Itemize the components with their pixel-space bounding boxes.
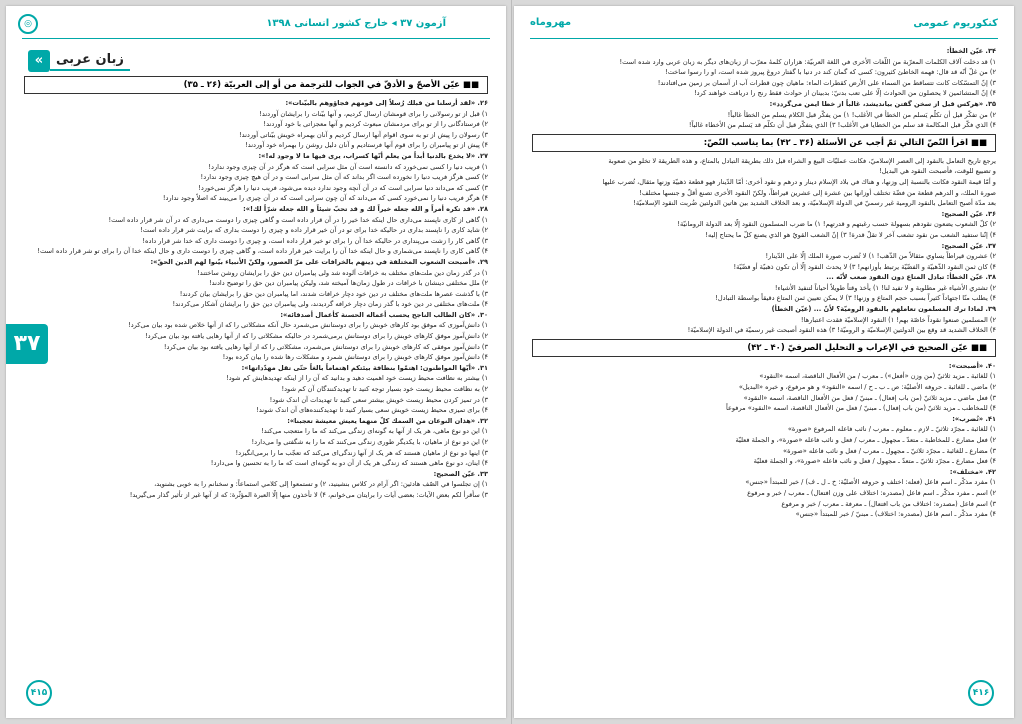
question-stem: ۲۶. «لقد أرسلنا من قبلك رُسلاً إلى قومهم فجاؤوهم بالبيّنات»:	[285, 99, 488, 107]
answer-option: ۲) المسلمين صنعوا نقوداً خاصّة بهم! ۱) النقود الإسلاميّة فقدت اعتبارها!	[800, 315, 996, 324]
passage-line: و تضييع للوقت، فأصبحت النقود هي البديل!	[879, 167, 996, 176]
answer-option: ۲) دانش‌آموز موفق کارهای خوبش را برای دوستانش برمی‌شمرد در حالیکه مشکلاتی را که از آنها رهایی یافته بود بیان می‌کرد!	[145, 332, 488, 341]
left-header-title: آزمون ۳۷ ◂ خارج کشور انسانی ۱۳۹۸	[266, 18, 446, 29]
answer-option: ۳) کسی که می‌داند دنیا سرابی است که در آن آنچه وجود ندارد دیده می‌شود، فریب دنیا را هرگز نمی‌خورد!	[198, 183, 488, 192]
answer-option: ۴) الذي فكّر قبل المكالمة قد سلم من الخطايا في الأغلب! ۳) الذي يتفكّر قبل أن تكلّم قد يَسلم من الأخطاء غالباً!	[688, 121, 996, 130]
answer-option: ۳) رسولان را پیش از تو به سوی اقوام آنها ارسال کردیم و آنان بهمراه خویش بیّناتی آوردند!	[238, 130, 488, 139]
question-stem: ۴۲. «مختلف»:	[949, 467, 996, 476]
question-list-bottom	[532, 209, 996, 336]
question-stem: ۳۹. لماذا ترك المسلمون تعاملهم بالنقود الروميّة؟ لأنّ ... (عيّن الخطأ)	[771, 305, 996, 314]
question-list-top	[532, 46, 996, 131]
answer-option: ۲) ماضي ـ للغائبة ـ حروفه الأصليّة: ص ـ ب ـ ح / اسمه «النقود» و هو مرفوع، و خبره «البديل»	[738, 383, 996, 392]
page-number: ۴۱۶	[968, 680, 994, 706]
chevron-icon: »	[28, 50, 50, 72]
question-stem: ۲۸. «قد تكره أمراً و الله جعله خيراً لك و قد تحبّ شيئاً و الله جعله شرّاً لك!»:	[243, 204, 488, 213]
answer-option: ۳) مضارع ـ للغائبة ـ مجرّد ثلاثيّ ـ مجهول ـ معرب / فعل و نائب فاعله «صورة»	[783, 446, 996, 455]
answer-option: ۴) كان ثمن النقود الذّهبيّة و الفضّيّة يرتبط بأوزانهم! ۳) لا يحدث النقود إلّا أن تكون ذهبيّة أو فضّيّة!	[733, 262, 996, 271]
answer-option: ۳) اینها دو نوع از ماهیان هستند که هر یک از آنها زندگی‌ای می‌کند که تعجّب ما را برمی‌انگیزد!	[235, 448, 488, 457]
answer-option: ۱) مفرد مذكّر ـ اسم فاعل (فعله: اختلف و حروفه الأصليّة: خ ـ ل ـ ف) / خبر للمبتدأ «جنس»	[745, 478, 996, 487]
answer-option: ۴) دانش‌آموز موفق کارهای خوبش را برای دوستانش شمرد و مشکلات رها شده را بیان کرده بود!	[222, 353, 488, 362]
answer-option: ۴) إنّ المتشائمين لا يحصلون من الحوادث إلّا على تعب بدنيّ: بدبینان از حوادث فقط رنج را دریافت خواهند کرد!	[693, 89, 996, 98]
answer-option: ۴) يطلب منّا اجتهاداً كثيراً بسبب حجم المتاع و وزنها! ۳) لا يمكن تعيين ثمن المتاع دقيقاً بواسطة التبادل!	[715, 294, 996, 303]
left-header	[22, 14, 490, 36]
answer-option: ۳) سأقرأ لكم بعض الآيات: بعضی آیات را برایتان می‌خوانم، ۴) لا تأخذون منها إلّا العبرة المؤثّرة: که از آنها غیر از تأثیر گذار می‌گیرید!	[129, 490, 488, 499]
question-stem: ۳۸. عيّن الخطأ: تبادل المتاع دون النقود صعب لأنّه ...	[826, 273, 996, 282]
grammar-question-list	[532, 361, 996, 520]
answer-option: ۱) فریب دنیا را کسی نمی‌خورد که دانسته است آن مثل سرابی است که هرگز در آن چیزی وجود ندارد!	[208, 162, 488, 171]
passage-line: صورة الملك، و الدرهم قطعة من فضّة تختلف أوزانها بين عشرة إلى عشرين قيراطاً، ولكنّ النقود الأخرى تصنع أقلّ و جنسها مختلف!	[639, 188, 996, 197]
question-stem: ۳۴. عيّن الخطأ:	[946, 47, 996, 55]
section-heading	[24, 50, 488, 72]
answer-option: ۴) مفرد مذكّر ـ اسم فاعل (مصدره: اختلاف) ـ مبنيّ / خبر للمبتدأ «جنس»	[795, 510, 996, 519]
question-stem: ۳۳. عيّن الصحيح:	[433, 469, 488, 478]
answer-option: ۴) الخلاف الشديد قد وقع بين الدولتين الإسلاميّة و الروميّة! ۳) هذه النقود أصبحت غير رسميّة في الدولة الإسلاميّة!	[687, 326, 996, 335]
answer-option: ۱) دانش‌آموزی که موفق بود کارهای خوبش را برای دوستانش می‌شمرد حال آنکه مشکلاتی را که از آنها خلاص شده بود بیان می‌کرد!	[128, 321, 488, 330]
passage-line: بعد مدّة أصبح التعامل بالنقود الرومية غير رسميّ في الدولة الإسلاميّة، و بعد الخلاف الشديد بين هاتين الدولتين ضُربت النقود الإسلاميّة!	[633, 199, 996, 208]
answer-option: ۱) این دو نوع ماهی، هر یک از آنها به گونه‌ای زندگی می‌کند که ما را متعجب می‌کند!	[261, 427, 488, 436]
question-stem: ۲۷. «لا يخدع بالدنيا أبداً من يعلم أنّها كسراب، يرى فيها ما لا وجود له!»:	[258, 151, 488, 160]
question-stem: ۳۰. «كان الطالب الناجح يحسب أعماله الحسنة كأعمال أصدقائه»:	[280, 310, 488, 319]
answer-option: ۲) كلّ الشعوب يضعون نقودهم بسهولة حسب رغبتهم و قدرتهم! ۱) ما ضرب المسلمون النقود إلّا بعد الدولة الرومانيّة!	[677, 220, 996, 229]
answer-option: ۲) شاید کاری را ناپسند بداری در حالیکه خدا برای تو در آن خیر قرار داده و چیزی را دوست بداری که برایت شر قرار داده است!	[140, 226, 488, 235]
answer-option: ۴) فعل مضارع ـ مجرّد ثلاثيّ ـ متعدّ ـ مجهول / فعل و نائب فاعله «صورة»، و الجملة فعليّة	[753, 457, 996, 466]
answer-option: ۲) من تفكّر قبل أن تكلّم يَسلم من الخطأ في الأغلب! ۱) من يفكّر قبل الكلام يسلم من الخطأ غالباً!	[727, 110, 996, 119]
answer-option: ۳) گاهی کار را زشت می‌پنداری در حالیکه خدا آن را برای تو خیر قرار داده است، و چیزی را دوست داری که خدا شر قرار داده!	[142, 236, 488, 245]
right-content	[532, 46, 996, 520]
grammar-instruction-box: ■■ عيّن الصحيح في الإعراب و التحليل الصرفيّ (۴۰ ـ ۴۲)	[532, 339, 996, 357]
spine	[511, 0, 512, 724]
answer-option: ۱) إن تجلسوا في الصّف هادئين: اگر آرام در کلاس بنشینید، ۲) و تستمعوا إلى كلامي استماعاً: و سخنانم را به خوبی بشنوید،	[154, 480, 488, 489]
answer-option: ۲) اسم ـ مفرد مذكّر ـ اسم فاعل (مصدره: اختلاف على وزن افتعال) ـ معرب / خبر و مرفوع	[747, 488, 996, 497]
answer-option: ۲) من غلّ أنّه قد قال: فهمه الخاطئ كثيرون: کسی که گمان کند در دنیا با گفتار دروغ پیروز شده است، او را رسوا ساخت!	[665, 68, 996, 77]
answer-option: ۲) ملل مختلفی دینشان با خرافات در طول زمان‌ها آمیخته شد، ولیکن پیامبران دین حق را توضیح دادند!	[209, 279, 488, 288]
answer-option: ۴) إنّنا ستفيد الشعب من نقود تشعب آخر لا تقلّ قدرة! ۳) إنّ الشعب القويّ هو الذي يصنع كلّ ما يحتاج إليه!	[705, 230, 996, 239]
answer-option: ۱) در گذر زمان دین ملت‌های مختلف به خرافات آلوده شد ولی پیامبران دین حق را برایشان روشن ساختند!	[197, 268, 488, 277]
answer-option: ۴) للمخاطب ـ مزيد ثلاثيّ (من باب إفعال) ـ مبنيّ / فعل من الأفعال الناقصة، اسمه «النقود» مرفوعاً	[725, 404, 996, 413]
question-stem: ۳۲. «هذان النوعان من السمك كلّ منهما يعيش معيشة تعجبنا»:	[287, 416, 488, 425]
answer-option: ۱) للغائبة ـ مزيد ثلاثيّ (من وزن «أفعل») ـ معرب / من الأفعال الناقصة، اسمه «النقود»	[759, 372, 996, 381]
question-stem: ۳۷. عيّن الصحيح:	[941, 241, 996, 250]
header-rule	[22, 38, 490, 39]
answer-option: ۲) این دو نوع از ماهیان، با یکدیگر طوری زندگی می‌کنند که ما را به شگفتی وا می‌دارد!	[251, 438, 488, 446]
passage-line: و أمّا قيمة النقود فكانت بالنسبة إلى وزنها، و هناك في بلاد الإسلام دينار و درهم و نقود أخرى: أمّا الدّينار فهو قطعة ذهبيّة وزنها مثقال، تُضرب عليها	[602, 177, 996, 186]
page-tab: ۳۷	[6, 324, 48, 364]
answer-option: ۱) للغائبة ـ مجرّد ثلاثيّ ـ لازم ـ معلوم ـ معرب / نائب فاعله المرفوع «صورة»	[787, 425, 996, 434]
right-header	[530, 14, 998, 36]
section-title: زبان عربی	[50, 52, 130, 71]
answer-option: ۴) اینان، دو نوع ماهی هستند که زندگی هر یک از آن دو به گونه‌ای است که ما را به تحسین وا می‌دارد!	[210, 459, 488, 468]
answer-option: ۴) هرگز فریب دنیا را نمی‌خورد کسی که می‌داند که آن چون سرابی است که در آن چیزی را می‌بیند که اصلاً وجود ندارد!	[162, 194, 488, 203]
question-stem: ۳۶. عيّن الصحيح:	[941, 209, 996, 218]
answer-option: ۲) فعل مضارع ـ للمخاطبة ـ متعدّ ـ مجهول ـ معرب / فعل و نائب فاعله «صورة»، و الجملة فعليّة	[735, 436, 996, 444]
answer-option: ۱) قبل از تو رسولانی را برای قومشان ارسال کردیم، و آنها بیّنات را برایشان آوردند!	[259, 109, 488, 118]
answer-option: ۳) فعل ماضي ـ مزيد ثلاثيّ (من باب إفعال) ـ مبنيّ / فعل من الأفعال الناقصة، اسمه «النقود»	[743, 393, 996, 402]
answer-option: ۱) بیشتر به نظافت محیط زیست خود اهمیت دهید و بدانید که آن را از اینکه تهدیدهایش کم شود!	[226, 374, 488, 383]
answer-option: ۴) پیش از تو پیامبران را برای قوم آنها فرستادیم و آنان دلیل روشن را بهمراه خود آوردند!	[245, 141, 488, 150]
brand-logo: مهروماه	[530, 17, 572, 28]
answer-option: ۲) کسی هرگز فریب دنیا را نخورده است اگر بداند که آن مثل سرابی است و در آن هیچ چیزی وجود ندارد!	[200, 173, 488, 182]
header-rule	[530, 38, 998, 39]
left-content	[24, 46, 488, 501]
question-stem: ۳۵. «هرکس قبل از سخن گفتن بیاندیشد، غالباً از خطا ایمن می‌گردد»:	[769, 99, 996, 108]
answer-option: ۱) گاهی از کاری ناپسند می‌داری حال اینکه خدا خیر را در آن قرار داده است و گاهی چیزی را دوست می‌داری که در آن شر قرار داده است!	[108, 215, 488, 224]
answer-option: ۲) تشتري الأشياء غير مطلوبة و لا تفيد لنا! ۱) يأخذ وقتاً طويلاً أحياناً لتنفيذ الأشياء!	[774, 283, 996, 292]
answer-option: ۴) گاهی کاری را ناپسند می‌شماری و حال اینکه خدا آن را برایت خیر قرار داده است، و گاهی چیزی را دوست داری و حال اینکه خدا آن را برای تو شر قرار داده است!	[37, 247, 488, 256]
question-list	[24, 98, 488, 501]
passage-line: يرجع تاريخ التعامل بالنقود إلى العصر الإسلاميّ، فكانت عمليّات البيع و الشراء قبل ذلك بطريقة التبادل بالمتاع، و هذه الطريقة لا تخلو من صعوبة	[608, 156, 996, 165]
question-stem: ۲۹. «أصبحت الشعوب المختلفة في دينهم بالخرافات على مرّ العصور، ولكنّ الأنبياء بيّنوا لهم الدين الحقّ»:	[150, 257, 488, 266]
right-header-title: کنکوریوم عمومی	[913, 18, 998, 29]
question-stem: ۴۰. «أصبحت»:	[948, 361, 996, 370]
answer-option: ۳) دانش‌آموز موفقی که کارهای خوبش را برای دوستانش می‌شمرد، مشکلاتی را که از آنها رهایی یافته بود بیان می‌کرد!	[163, 342, 488, 351]
left-page	[6, 6, 506, 718]
answer-option: ۳) با گذشت عصرها ملت‌های مختلف در دین خود دچار خرافات شدند، اما پیامبران دین حق را برایشان بیان کردند!	[179, 289, 488, 298]
page-number: ۴۱۵	[26, 680, 52, 706]
reading-passage	[532, 156, 996, 209]
answer-option: ۴) ملت‌های مختلفی در دین خود با گذر زمان دچار خرافه گردیدند، ولی پیامبران دین حق را برایشان آشکار می‌کردند!	[172, 300, 488, 309]
answer-option: ۲) عشرون قيراطاً يساوي مثقالاً من الذّهب! ۱) لا تُضرب صورة الملك إلّا على الدّينار!	[765, 252, 996, 261]
answer-option: ۳) إنّ التمسّكات كانت تتساقط من السماء على الأرض كقطرات الماء: ماهیان چون قطرات آب از آسمان بر زمین می‌افتادند!	[657, 78, 996, 87]
right-page	[514, 6, 1014, 718]
answer-option: ۴) برای تمیزی محیط زیست خویش سعی بسیار کنید تا تهدیدکننده‌های آن اندک شوند!	[256, 406, 488, 415]
question-stem: ۴۱. «تُضرب»:	[952, 414, 996, 423]
answer-option: ۳) در تمیز کردن محیط زیست خویش بیشتر سعی کنید تا تهدیدات آن اندک شود!	[269, 395, 488, 404]
question-stem: ۳۱. «أيّها المواطنون: اهتمّوا بنظافة بيئتكم اهتماماً بالغاً حتّى تقل مهدّداتها»:	[241, 363, 488, 372]
answer-option: ۲) فرستادگانی را از تو برای مردمشان مبعوث کردیم و آنها معجزاتی با خود آوردند!	[263, 120, 488, 129]
answer-option: ۳) اسم فاعل (مصدره: اختلاف من باب افتعال) ـ معرفة ـ معرب / خبر و مرفوع	[781, 499, 996, 508]
logo-icon: ◎	[18, 14, 38, 34]
instruction-box: ■■ عيّن الأصحّ و الأدقّ في الجواب للترجمة من أو إلى العربيّة (۲۶ ـ ۳۵)	[24, 76, 488, 94]
answer-option: ۲) به نظافت محیط زیست خود بسیار توجه کنید تا تهدیدکنندگان آن کم شود!	[281, 385, 488, 394]
answer-option: ۱) قد دخلت آلاف الكلمات المعرّبة من اللّغات الأخرى في اللغة العربيّة: هزاران کلمهٔ معرّب از زبان‌های دیگر به زبان عربی وارد شده است!	[619, 57, 996, 66]
instruction-box: ■■ اقرأ النّصّ التالي ثمّ أجب عن الأسئلة (۳۶ ـ ۴۲) بما يناسب النّصّ:	[532, 134, 996, 152]
